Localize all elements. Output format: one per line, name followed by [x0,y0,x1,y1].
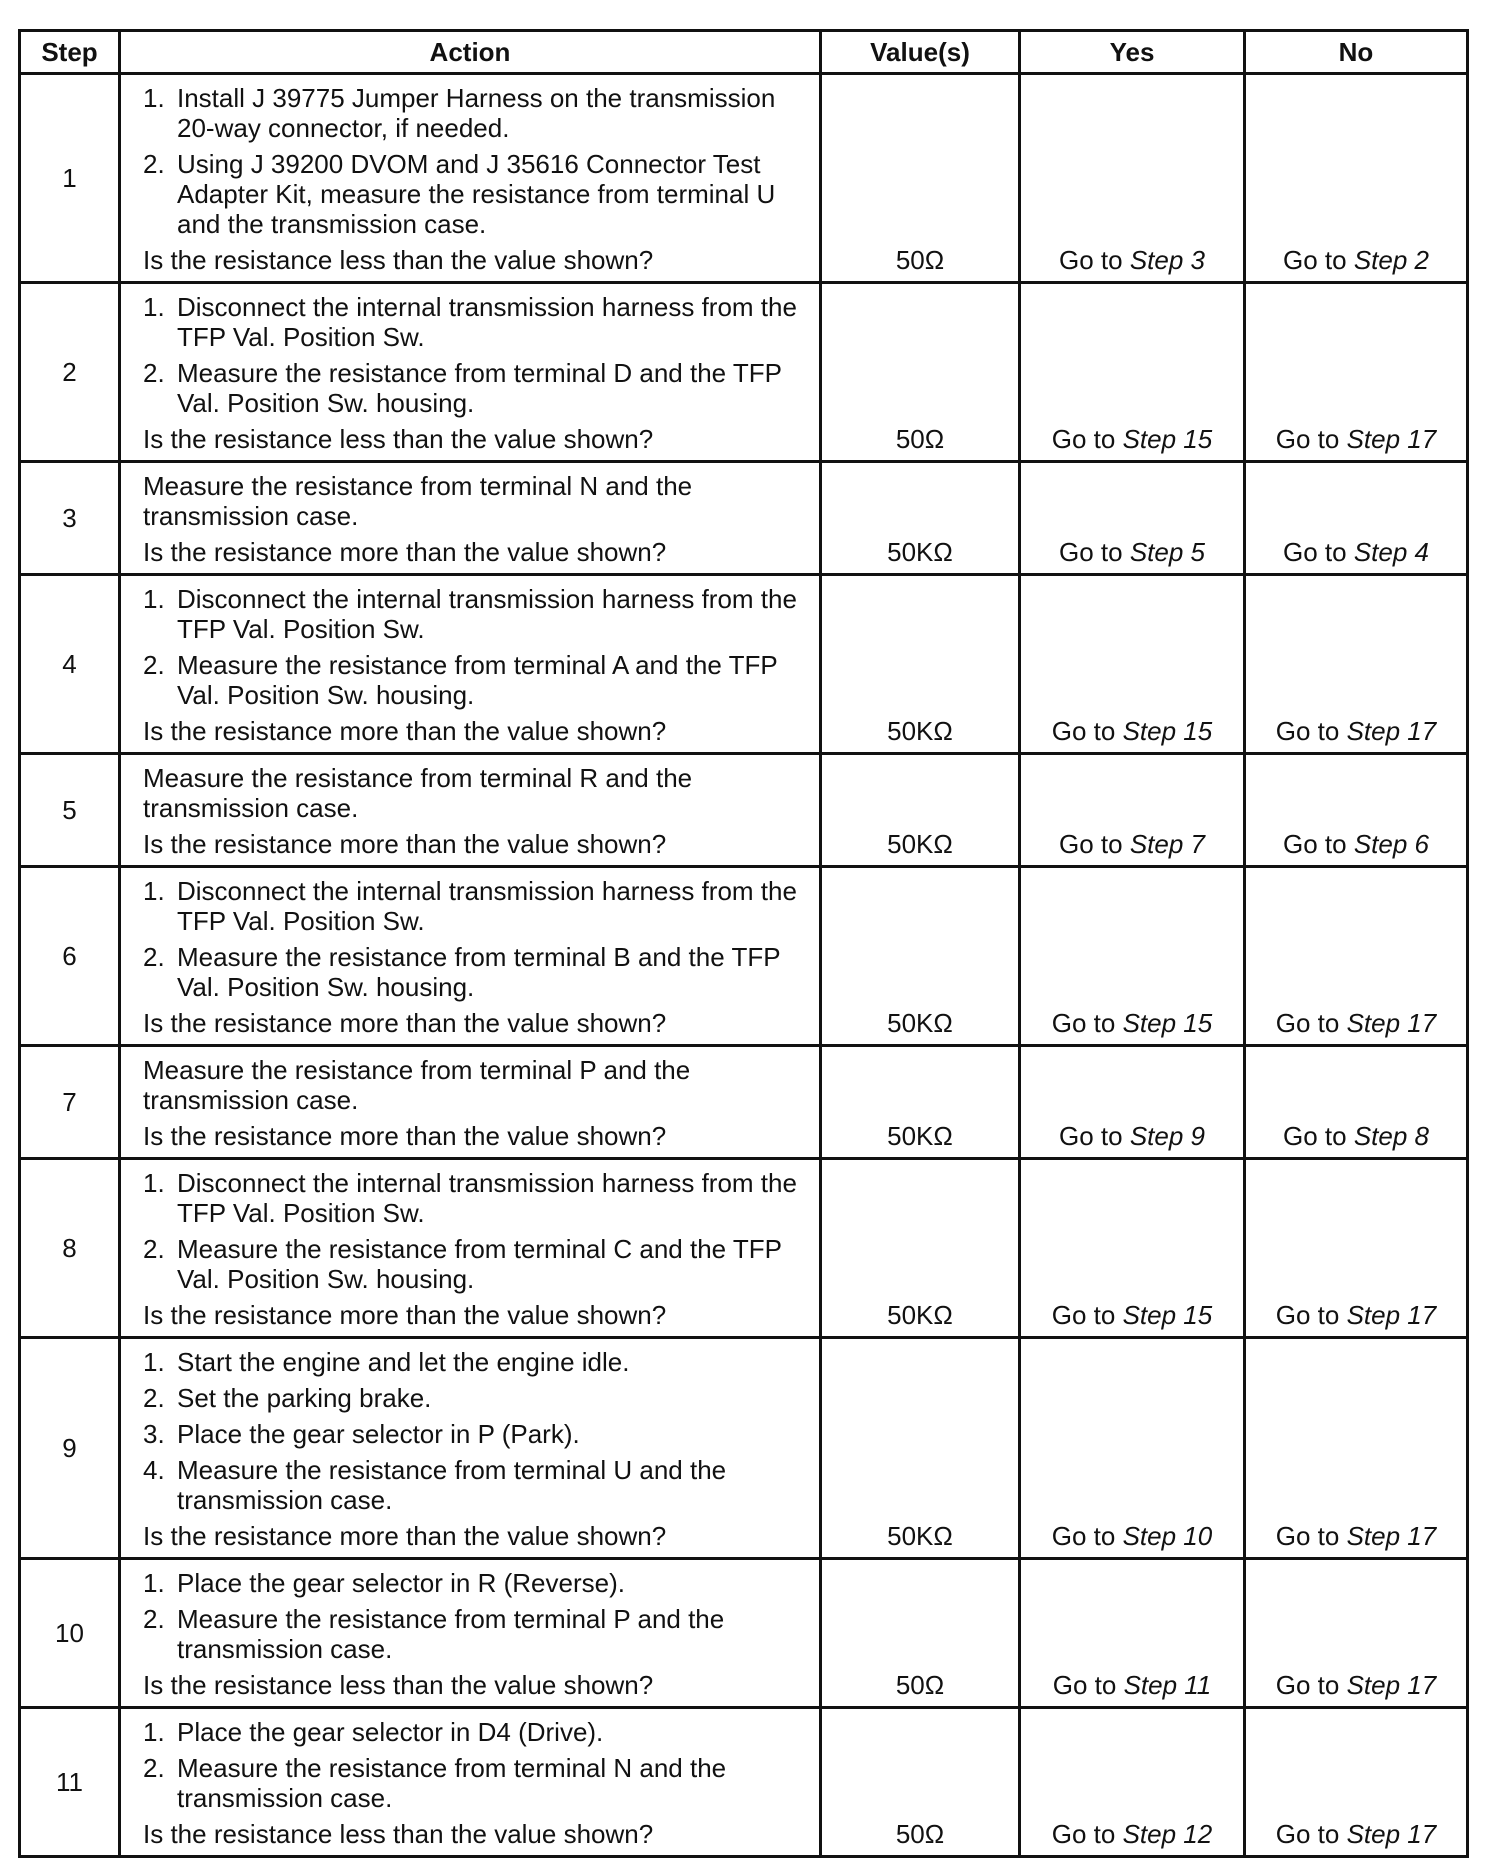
value-cell: 50KΩ [821,462,1020,575]
goto-prefix: Go to [1283,829,1347,859]
goto-yes-step: Step 15 [1122,1300,1213,1330]
header-values: Value(s) [821,31,1020,74]
instruction-text: Using J 39200 DVOM and J 35616 Connector Test Adapter Kit, measure the resistance from terminal U and the transmission case. [177,149,776,239]
instruction-item [143,942,809,1002]
instruction-item [143,1717,809,1747]
goto-yes-step: Step 10 [1122,1521,1213,1551]
instruction-item [143,1419,809,1449]
instruction-item [143,149,809,239]
question-text: Is the resistance more than the value shown? [143,1121,667,1151]
goto-no-step: Step 8 [1353,1121,1429,1151]
action-cell [120,1559,821,1708]
step-number: 2 [20,283,120,462]
action-cell [120,1708,821,1857]
action-cell [120,754,821,867]
yes-cell [1020,867,1245,1046]
question-text: Is the resistance more than the value shown? [143,1300,667,1330]
goto-no-step: Step 4 [1353,537,1429,567]
question-text: Is the resistance more than the value shown? [143,1521,667,1551]
instruction-text: Measure the resistance from terminal U and the transmission case. [177,1455,727,1515]
question-text: Is the resistance less than the value shown? [143,245,654,275]
goto-prefix: Go to [1059,245,1123,275]
goto-prefix: Go to [1275,1300,1340,1330]
no-cell [1245,1159,1468,1338]
goto-prefix: Go to [1051,424,1116,454]
no-cell [1245,283,1468,462]
yes-cell [1020,283,1245,462]
instruction-number: 2. [143,650,165,680]
action-cell [120,1159,821,1338]
action-cell [120,1046,821,1159]
yes-cell [1020,575,1245,754]
goto-yes-step: Step 11 [1123,1670,1212,1700]
value-cell: 50KΩ [821,1046,1020,1159]
instruction-text: Start the engine and let the engine idle. [177,1347,630,1377]
goto-prefix: Go to [1275,1670,1340,1700]
goto-prefix: Go to [1283,245,1347,275]
goto-no-step: Step 2 [1353,245,1429,275]
step-number: 1 [20,74,120,283]
goto-prefix: Go to [1052,1670,1117,1700]
instruction-text: Measure the resistance from terminal N and the transmission case. [177,1753,727,1813]
instruction-item [143,83,809,143]
table-row [20,74,1468,283]
instruction-number: 1. [143,1168,165,1198]
goto-no-step: Step 17 [1346,1008,1437,1038]
action-cell [120,283,821,462]
instruction-item [143,876,809,936]
value-cell: 50KΩ [821,754,1020,867]
goto-prefix: Go to [1051,716,1116,746]
table-row [20,462,1468,575]
instruction-text: Disconnect the internal transmission harness from the TFP Val. Position Sw. [177,1168,797,1228]
instruction-text: Measure the resistance from terminal R and the transmission case. [143,763,693,823]
instruction-text: Measure the resistance from terminal D and the TFP Val. Position Sw. housing. [177,358,782,418]
instruction-text: Measure the resistance from terminal C and the TFP Val. Position Sw. housing. [177,1234,782,1294]
instruction-text: Disconnect the internal transmission harness from the TFP Val. Position Sw. [177,292,797,352]
no-cell [1245,575,1468,754]
goto-yes-step: Step 12 [1122,1819,1213,1849]
instruction-item [143,292,809,352]
no-cell [1245,1559,1468,1708]
step-number: 9 [20,1338,120,1559]
instruction-number: 2. [143,1753,165,1783]
no-cell [1245,867,1468,1046]
yes-cell [1020,1046,1245,1159]
instruction-item [143,1234,809,1294]
instruction-item [143,1383,809,1413]
question-text: Is the resistance more than the value shown? [143,716,667,746]
table-row [20,1559,1468,1708]
action-cell [120,575,821,754]
instruction-text: Place the gear selector in R (Reverse). [177,1568,625,1598]
value-cell: 50KΩ [821,867,1020,1046]
goto-prefix: Go to [1059,537,1123,567]
goto-prefix: Go to [1059,1121,1123,1151]
goto-prefix: Go to [1275,716,1340,746]
goto-no-step: Step 17 [1346,1819,1437,1849]
yes-cell [1020,1159,1245,1338]
instruction-text: Disconnect the internal transmission harness from the TFP Val. Position Sw. [177,584,797,644]
diagnostic-table [18,29,1469,1858]
no-cell [1245,1046,1468,1159]
goto-no-step: Step 17 [1346,424,1437,454]
instruction-item [143,1168,809,1228]
goto-no-step: Step 17 [1346,1300,1437,1330]
no-cell [1245,462,1468,575]
goto-yes-step: Step 15 [1122,1008,1213,1038]
no-cell [1245,1708,1468,1857]
instruction-number: 2. [143,1604,165,1634]
instruction-text: Measure the resistance from terminal P and the transmission case. [143,1055,691,1115]
goto-no-step: Step 17 [1346,716,1437,746]
header-yes: Yes [1020,31,1245,74]
step-number: 6 [20,867,120,1046]
value-cell: 50Ω [821,1559,1020,1708]
action-cell [120,462,821,575]
table-row [20,867,1468,1046]
instruction-text: Set the parking brake. [177,1383,432,1413]
header-action: Action [120,31,821,74]
header-step: Step [20,31,120,74]
no-cell [1245,1338,1468,1559]
instruction-number: 1. [143,83,165,113]
table-row [20,754,1468,867]
goto-prefix: Go to [1283,537,1347,567]
instruction-number: 1. [143,1347,165,1377]
action-cell [120,1338,821,1559]
table-row [20,1338,1468,1559]
instruction-item [143,358,809,418]
goto-prefix: Go to [1051,1300,1116,1330]
instruction-number: 2. [143,1383,165,1413]
question-text: Is the resistance more than the value shown? [143,1008,667,1038]
instruction-text: Measure the resistance from terminal B and the TFP Val. Position Sw. housing. [177,942,781,1002]
yes-cell [1020,1338,1245,1559]
instruction-text: Measure the resistance from terminal A and the TFP Val. Position Sw. housing. [177,650,778,710]
instruction-text: Install J 39775 Jumper Harness on the transmission 20-way connector, if needed. [177,83,776,143]
question-text: Is the resistance more than the value shown? [143,537,667,567]
instruction-number: 2. [143,942,165,972]
question-text: Is the resistance more than the value shown? [143,829,667,859]
goto-yes-step: Step 15 [1122,716,1213,746]
goto-prefix: Go to [1051,1008,1116,1038]
goto-prefix: Go to [1051,1521,1116,1551]
goto-yes-step: Step 15 [1122,424,1213,454]
instruction-item [143,1347,809,1377]
instruction-text: Measure the resistance from terminal N and the transmission case. [143,471,693,531]
instruction-number: 2. [143,358,165,388]
goto-prefix: Go to [1051,1819,1116,1849]
goto-prefix: Go to [1275,1521,1340,1551]
instruction-item [143,1455,809,1515]
goto-prefix: Go to [1275,1819,1340,1849]
goto-prefix: Go to [1275,1008,1340,1038]
header-no: No [1245,31,1468,74]
table-row [20,283,1468,462]
value-cell: 50KΩ [821,1159,1020,1338]
goto-no-step: Step 17 [1346,1521,1437,1551]
step-number: 7 [20,1046,120,1159]
instruction-text: Disconnect the internal transmission harness from the TFP Val. Position Sw. [177,876,797,936]
no-cell [1245,754,1468,867]
yes-cell [1020,754,1245,867]
step-number: 10 [20,1559,120,1708]
goto-prefix: Go to [1275,424,1340,454]
instruction-item [143,1568,809,1598]
step-number: 8 [20,1159,120,1338]
question-text: Is the resistance less than the value shown? [143,424,654,454]
yes-cell [1020,1708,1245,1857]
header-row [20,31,1468,74]
step-number: 3 [20,462,120,575]
instruction-number: 2. [143,1234,165,1264]
goto-prefix: Go to [1283,1121,1347,1151]
question-text: Is the resistance less than the value shown? [143,1819,654,1849]
goto-no-step: Step 17 [1346,1670,1437,1700]
goto-yes-step: Step 7 [1129,829,1205,859]
step-number: 4 [20,575,120,754]
no-cell [1245,74,1468,283]
instruction-number: 1. [143,876,165,906]
instruction-text: Measure the resistance from terminal P and the transmission case. [177,1604,725,1664]
yes-cell [1020,74,1245,283]
goto-yes-step: Step 3 [1129,245,1205,275]
value-cell: 50Ω [821,1708,1020,1857]
instruction-number: 3. [143,1419,165,1449]
table-row [20,575,1468,754]
step-number: 5 [20,754,120,867]
instruction-number: 4. [143,1455,165,1485]
yes-cell [1020,462,1245,575]
table-row [20,1159,1468,1338]
step-number: 11 [20,1708,120,1857]
goto-yes-step: Step 5 [1129,537,1205,567]
table-row [20,1708,1468,1857]
table-body [20,74,1468,1857]
instruction-number: 1. [143,1717,165,1747]
value-cell: 50Ω [821,283,1020,462]
instruction-item [143,650,809,710]
action-cell [120,867,821,1046]
instruction-item [143,584,809,644]
instruction-number: 1. [143,1568,165,1598]
table-row [20,1046,1468,1159]
goto-no-step: Step 6 [1353,829,1429,859]
instruction-item [143,1604,809,1664]
instruction-item [143,1753,809,1813]
value-cell: 50KΩ [821,575,1020,754]
value-cell: 50Ω [821,74,1020,283]
action-cell [120,74,821,283]
question-text: Is the resistance less than the value shown? [143,1670,654,1700]
value-cell: 50KΩ [821,1338,1020,1559]
yes-cell [1020,1559,1245,1708]
instruction-number: 1. [143,584,165,614]
instruction-text: Place the gear selector in P (Park). [177,1419,580,1449]
instruction-number: 2. [143,149,165,179]
goto-yes-step: Step 9 [1129,1121,1205,1151]
instruction-text: Place the gear selector in D4 (Drive). [177,1717,604,1747]
goto-prefix: Go to [1059,829,1123,859]
instruction-number: 1. [143,292,165,322]
